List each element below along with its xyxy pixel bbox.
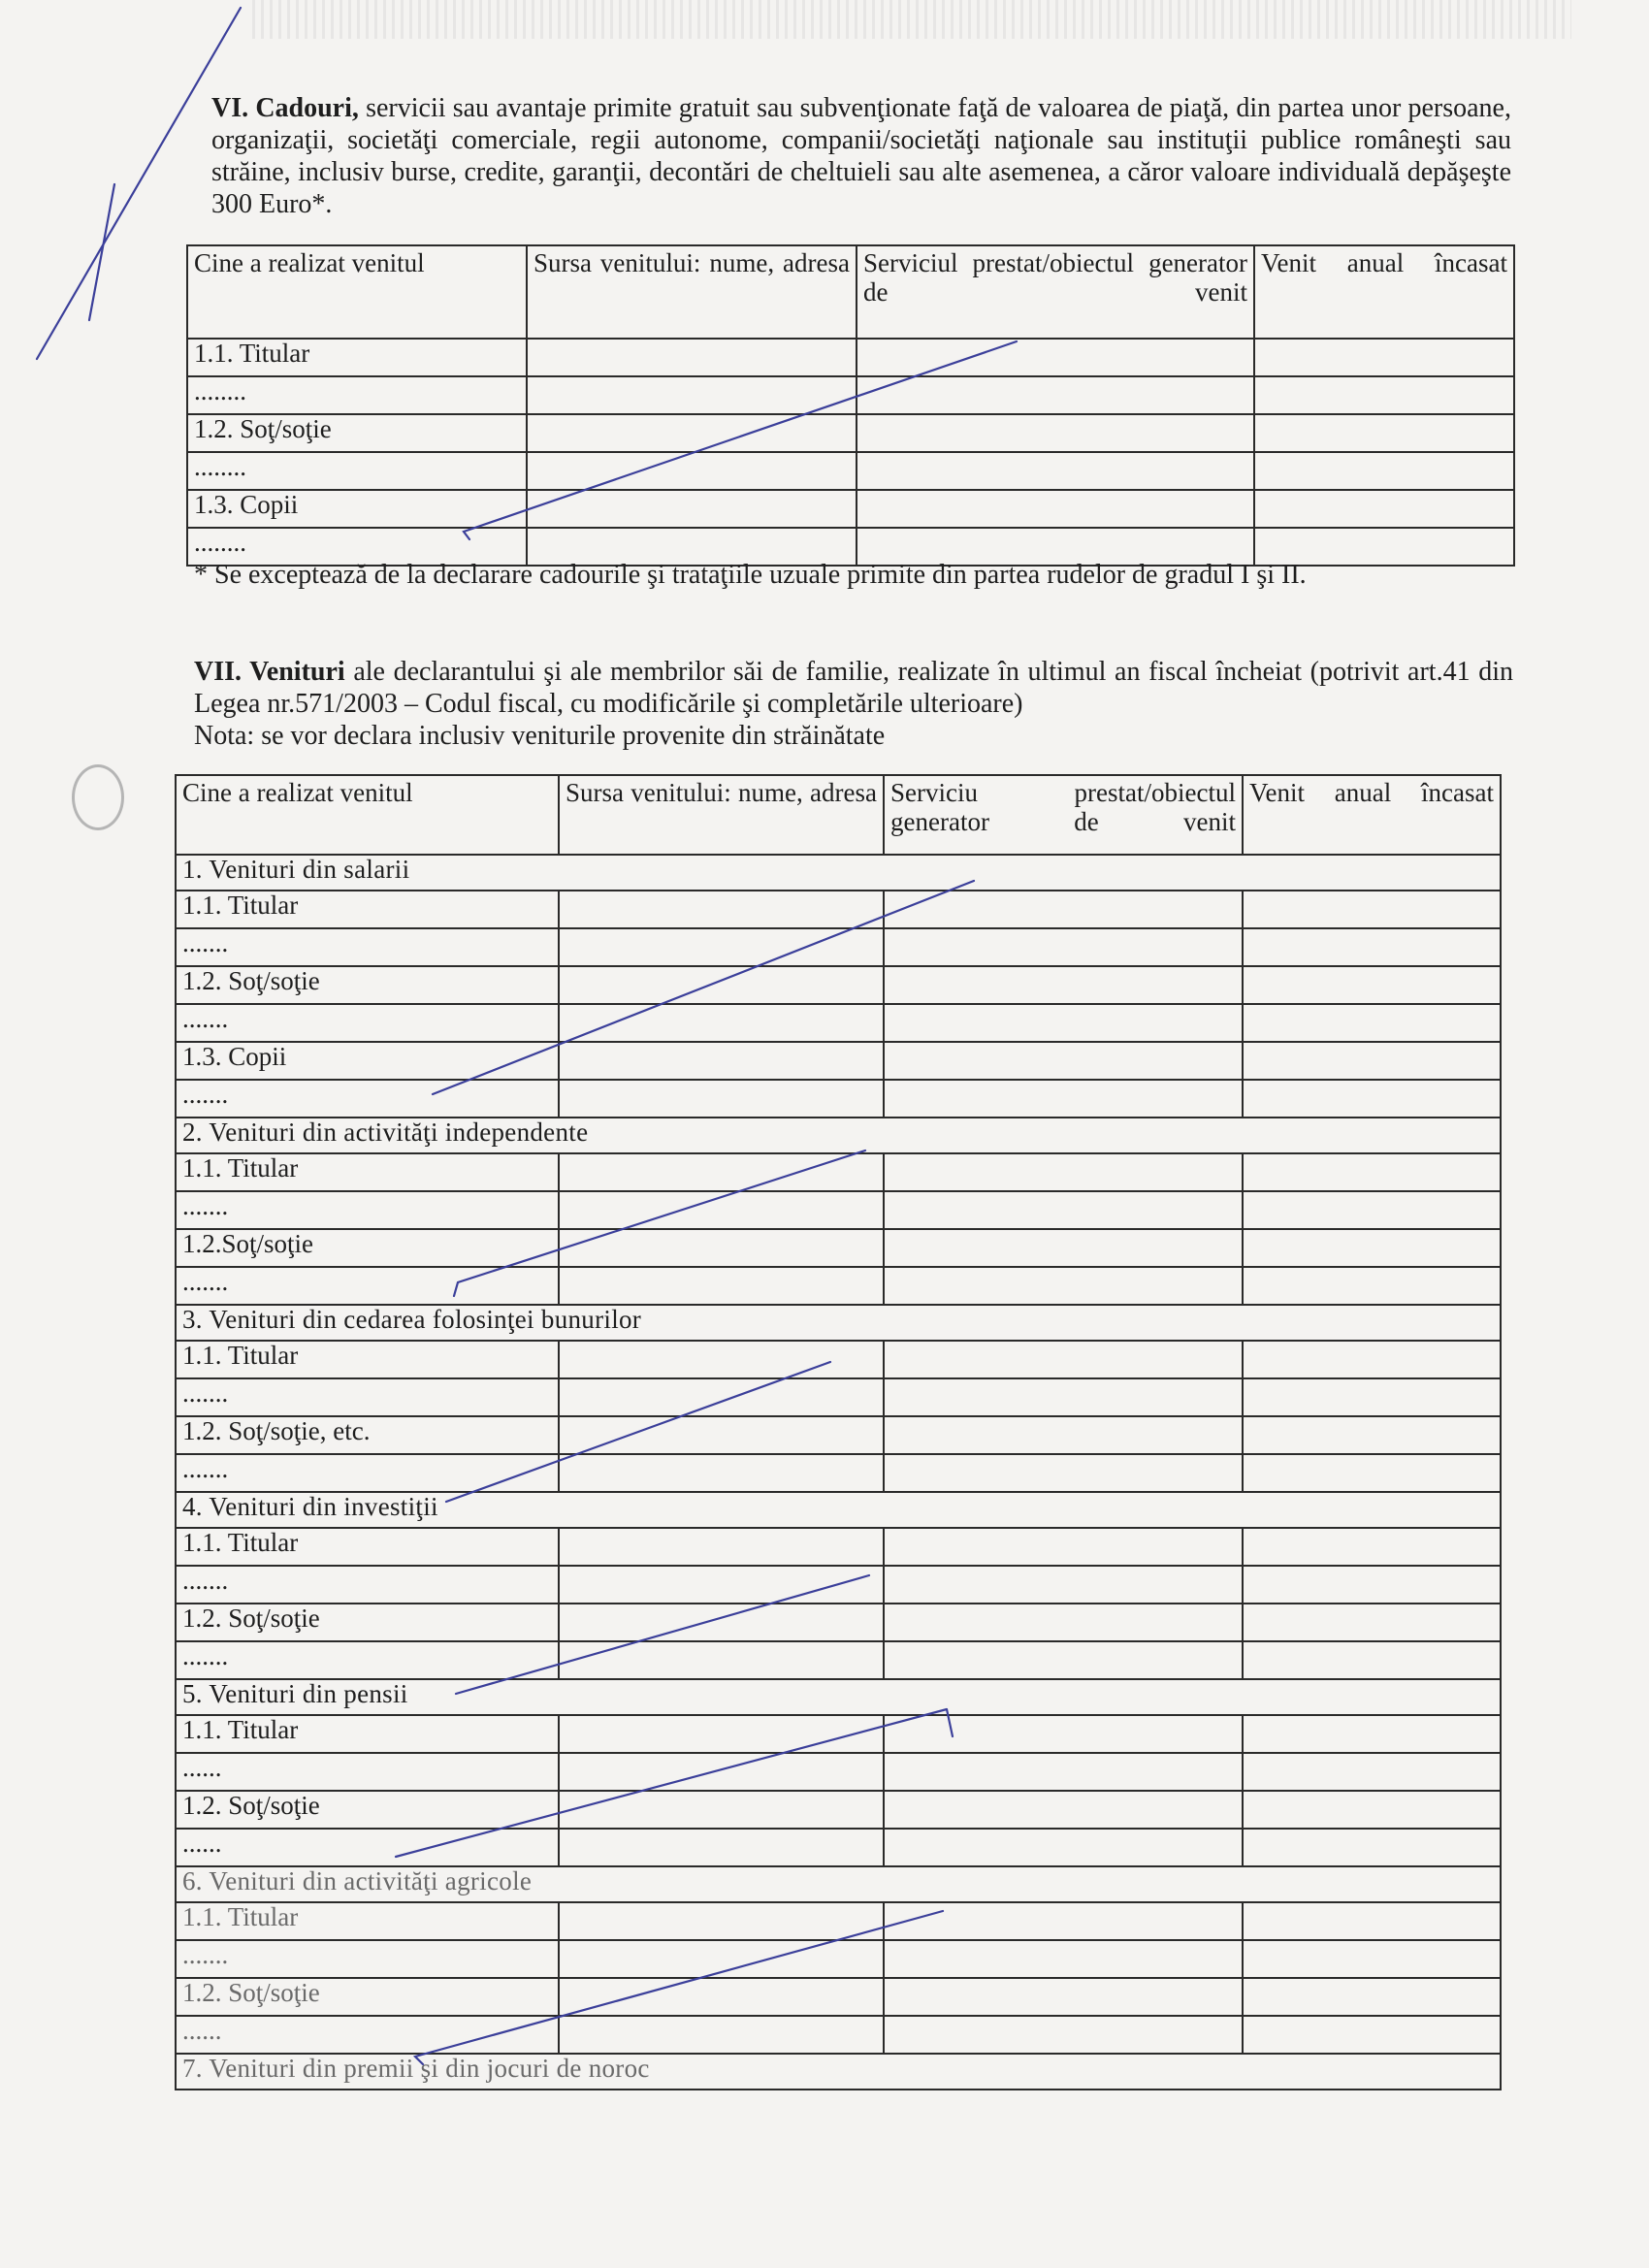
row-label: 1.1. Titular: [176, 1715, 559, 1753]
row-label: 1.1. Titular: [176, 891, 559, 928]
row-label: .......: [176, 1080, 559, 1118]
row-label: ........: [187, 528, 527, 566]
row-label: .......: [176, 1641, 559, 1679]
row-label: 1.2. Soţ/soţie, etc.: [176, 1416, 559, 1454]
row-label: 1.3. Copii: [176, 1042, 559, 1080]
row-label: 1.2. Soţ/soţie: [176, 1604, 559, 1641]
pen-stroke-vii-2: [454, 1150, 865, 1296]
pen-stroke-vii-5: [396, 1709, 953, 1857]
row-label: 1.2. Soţ/soţie: [187, 414, 527, 452]
row-label: 1.1. Titular: [187, 339, 527, 376]
section-vii-title: VII. Venituri: [194, 657, 345, 687]
pen-stroke-margin: [89, 184, 114, 320]
row-label: 1.2. Soţ/soţie: [176, 966, 559, 1004]
row-label: 1.3. Copii: [187, 490, 527, 528]
category-title: 3. Venituri din cedarea folosinţei bunurilor: [176, 1305, 1501, 1341]
col-header-service: Serviciul prestat/obiectul generator de venit: [857, 245, 1254, 339]
pen-stroke-vii-3: [446, 1362, 830, 1502]
row-label: 1.1. Titular: [176, 1902, 559, 1940]
col-header-who: Cine a realizat venitul: [187, 245, 527, 339]
row-label: ......: [176, 1829, 559, 1866]
pen-stroke-vii-4: [456, 1575, 869, 1694]
pen-stroke-margin: [37, 8, 241, 359]
col-header-source: Sursa venitului: nume, adresa: [559, 775, 884, 855]
col-header-who: Cine a realizat venitul: [176, 775, 559, 855]
row-label: 1.1. Titular: [176, 1153, 559, 1191]
pen-stroke-vii-1: [433, 881, 974, 1094]
row-label: .......: [176, 1267, 559, 1305]
col-header-income: Venit anual încasat: [1243, 775, 1501, 855]
pen-stroke-vi: [464, 341, 1017, 539]
category-title: 5. Venituri din pensii: [176, 1679, 1501, 1715]
col-header-income: Venit anual încasat: [1254, 245, 1514, 339]
col-header-service: Serviciu prestat/obiectul generator de venit: [884, 775, 1243, 855]
category-title: 1. Venituri din salarii: [176, 855, 1501, 891]
row-label: ......: [176, 2016, 559, 2054]
row-label: .......: [176, 1004, 559, 1042]
row-label: .......: [176, 1378, 559, 1416]
col-header-source: Sursa venitului: nume, adresa: [527, 245, 857, 339]
row-label: .......: [176, 928, 559, 966]
section-vii-note: Nota: se vor declara inclusiv veniturile provenite din străinătate: [194, 721, 886, 751]
row-label: ........: [187, 452, 527, 490]
row-label: .......: [176, 1191, 559, 1229]
row-label: 1.1. Titular: [176, 1341, 559, 1378]
row-label: 1.2.Soţ/soţie: [176, 1229, 559, 1267]
category-title: 2. Venituri din activităţi independente: [176, 1118, 1501, 1153]
category-title: 6. Venituri din activităţi agricole: [176, 1866, 1501, 1902]
category-title: 4. Venituri din investiţii: [176, 1492, 1501, 1528]
pen-stroke-vii-6: [415, 1911, 943, 2064]
row-label: .......: [176, 1940, 559, 1978]
row-label: ........: [187, 376, 527, 414]
row-label: ......: [176, 1753, 559, 1791]
row-label: 1.2. Soţ/soţie: [176, 1978, 559, 2016]
category-title: 7. Venituri din premii şi din jocuri de noroc: [176, 2054, 1501, 2090]
row-label: 1.1. Titular: [176, 1528, 559, 1566]
row-label: .......: [176, 1454, 559, 1492]
row-label: 1.2. Soţ/soţie: [176, 1791, 559, 1829]
section-vi-title: VI. Cadouri,: [211, 93, 359, 123]
section-vii-description: ale declarantului şi ale membrilor săi de familie, realizate în ultimul an fiscal încheiat (potrivit art.41 din Legea nr.571/2003 – Codul fiscal, cu modificările şi completările ulterioare): [194, 657, 1514, 719]
row-label: .......: [176, 1566, 559, 1604]
section-vi-description: servicii sau avantaje primite gratuit sau subvenţionate faţă de valoarea de piaţă, din partea unor persoane, organizaţii, societăţi comerciale, regii autonome, companii/societăţi naţionale sau instituţii publice româneşti sau străine, inclusiv burse, credite, garanţii, decontări de cheltuieli sau alte asemenea, a căror valoare individuală depăşeşte 300 Euro*.: [211, 93, 1511, 219]
section-vi-footnote: * Se exceptează de la declarare cadourile şi trataţiile uzuale primite din partea rudelor de gradul I şi II.: [194, 560, 1307, 590]
